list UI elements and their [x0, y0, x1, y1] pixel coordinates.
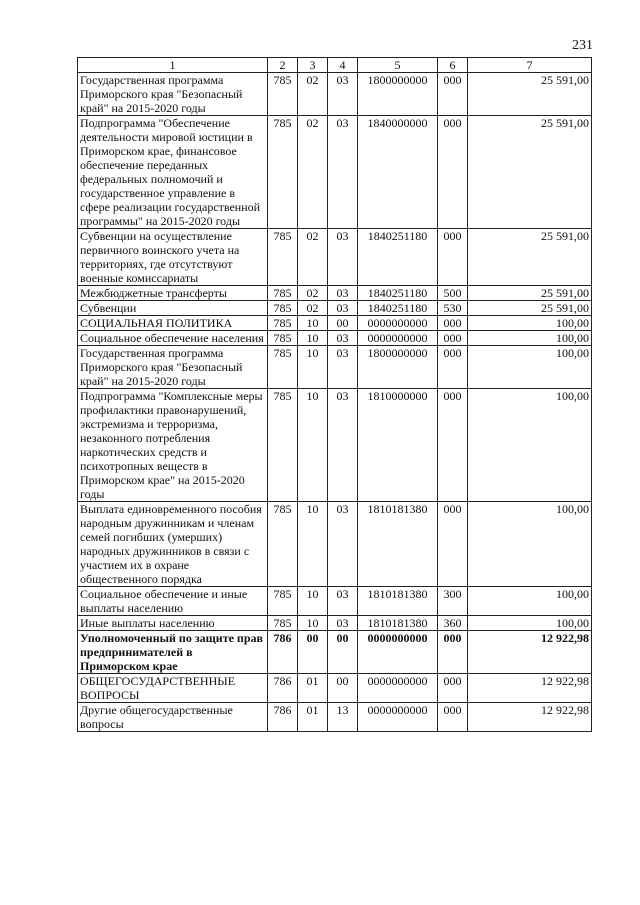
- code-cell: 00: [328, 631, 358, 674]
- header-cell: 6: [438, 58, 468, 73]
- amount-cell: 100,00: [468, 502, 592, 587]
- name-cell: Другие общегосударственные вопросы: [78, 703, 268, 732]
- code-cell: 03: [328, 73, 358, 116]
- code-cell: 03: [328, 229, 358, 286]
- amount-cell: 25 591,00: [468, 286, 592, 301]
- code-cell: 000: [438, 703, 468, 732]
- name-cell: Иные выплаты населению: [78, 616, 268, 631]
- code-cell: 0000000000: [358, 316, 438, 331]
- code-cell: 00: [328, 674, 358, 703]
- table-row: [78, 301, 592, 316]
- table-row: [78, 316, 592, 331]
- code-cell: 10: [298, 346, 328, 389]
- header-cell: 2: [268, 58, 298, 73]
- code-cell: 000: [438, 229, 468, 286]
- name-cell: СОЦИАЛЬНАЯ ПОЛИТИКА: [78, 316, 268, 331]
- code-cell: 10: [298, 331, 328, 346]
- code-cell: 02: [298, 229, 328, 286]
- code-cell: 10: [298, 316, 328, 331]
- code-cell: 000: [438, 502, 468, 587]
- code-cell: 1840000000: [358, 116, 438, 229]
- amount-cell: 12 922,98: [468, 631, 592, 674]
- amount-cell: 25 591,00: [468, 301, 592, 316]
- code-cell: 785: [268, 331, 298, 346]
- code-cell: 13: [328, 703, 358, 732]
- name-cell: ОБЩЕГОСУДАРСТВЕННЫЕ ВОПРОСЫ: [78, 674, 268, 703]
- code-cell: 1810181380: [358, 587, 438, 616]
- code-cell: 02: [298, 73, 328, 116]
- table-row: [78, 631, 592, 674]
- name-cell: Социальное обеспечение и иные выплаты населению: [78, 587, 268, 616]
- header-cell: 5: [358, 58, 438, 73]
- code-cell: 1810000000: [358, 389, 438, 502]
- code-cell: 03: [328, 346, 358, 389]
- code-cell: 03: [328, 389, 358, 502]
- amount-cell: 100,00: [468, 389, 592, 502]
- code-cell: 0000000000: [358, 631, 438, 674]
- table-row: [78, 116, 592, 229]
- code-cell: 03: [328, 286, 358, 301]
- code-cell: 530: [438, 301, 468, 316]
- page-number: 231: [572, 38, 593, 53]
- code-cell: 10: [298, 616, 328, 631]
- code-cell: 10: [298, 587, 328, 616]
- name-cell: Выплата единовременного пособия народным дружинникам и членам семей погибших (умерших) народных дружинников в связи с участием их в охране общественного порядка: [78, 502, 268, 587]
- code-cell: 0000000000: [358, 674, 438, 703]
- amount-cell: 25 591,00: [468, 73, 592, 116]
- table-row: [78, 346, 592, 389]
- table-row: [78, 502, 592, 587]
- code-cell: 000: [438, 346, 468, 389]
- name-cell: Социальное обеспечение населения: [78, 331, 268, 346]
- code-cell: 10: [298, 502, 328, 587]
- code-cell: 1840251180: [358, 301, 438, 316]
- code-cell: 1810181380: [358, 616, 438, 631]
- amount-cell: 12 922,98: [468, 703, 592, 732]
- code-cell: 03: [328, 502, 358, 587]
- code-cell: 000: [438, 674, 468, 703]
- code-cell: 785: [268, 587, 298, 616]
- code-cell: 1810181380: [358, 502, 438, 587]
- table-row: [78, 229, 592, 286]
- code-cell: 786: [268, 703, 298, 732]
- budget-table: [77, 57, 592, 732]
- table-row: [78, 587, 592, 616]
- table-row: [78, 389, 592, 502]
- table-row: [78, 703, 592, 732]
- code-cell: 03: [328, 116, 358, 229]
- code-cell: 0000000000: [358, 331, 438, 346]
- amount-cell: 100,00: [468, 316, 592, 331]
- name-cell: Подпрограмма "Обеспечение деятельности мировой юстиции в Приморском крае, финансовое обеспечение переданных федеральных полномочий и государственное управление в сфере реализации государственной программы" на 2015-2020 годы: [78, 116, 268, 229]
- table-header-row: [78, 58, 592, 73]
- code-cell: 00: [298, 631, 328, 674]
- name-cell: Субвенции на осуществление первичного воинского учета на территориях, где отсутствуют военные комиссариаты: [78, 229, 268, 286]
- name-cell: Уполномоченный по защите прав предпринимателей в Приморском крае: [78, 631, 268, 674]
- header-cell: 1: [78, 58, 268, 73]
- table-row: [78, 616, 592, 631]
- code-cell: 03: [328, 301, 358, 316]
- amount-cell: 100,00: [468, 616, 592, 631]
- code-cell: 786: [268, 631, 298, 674]
- code-cell: 786: [268, 674, 298, 703]
- code-cell: 300: [438, 587, 468, 616]
- amount-cell: 25 591,00: [468, 229, 592, 286]
- name-cell: Государственная программа Приморского края "Безопасный край" на 2015-2020 годы: [78, 73, 268, 116]
- amount-cell: 25 591,00: [468, 116, 592, 229]
- code-cell: 1840251180: [358, 286, 438, 301]
- table-row: [78, 674, 592, 703]
- code-cell: 785: [268, 301, 298, 316]
- code-cell: 1800000000: [358, 346, 438, 389]
- code-cell: 00: [328, 316, 358, 331]
- code-cell: 785: [268, 616, 298, 631]
- code-cell: 500: [438, 286, 468, 301]
- code-cell: 01: [298, 674, 328, 703]
- code-cell: 02: [298, 116, 328, 229]
- code-cell: 01: [298, 703, 328, 732]
- code-cell: 10: [298, 389, 328, 502]
- code-cell: 03: [328, 587, 358, 616]
- name-cell: Субвенции: [78, 301, 268, 316]
- code-cell: 03: [328, 616, 358, 631]
- code-cell: 000: [438, 331, 468, 346]
- table-row: [78, 286, 592, 301]
- code-cell: 785: [268, 229, 298, 286]
- code-cell: 785: [268, 502, 298, 587]
- code-cell: 1800000000: [358, 73, 438, 116]
- header-cell: 7: [468, 58, 592, 73]
- code-cell: 360: [438, 616, 468, 631]
- table-body: [78, 73, 592, 732]
- code-cell: 03: [328, 331, 358, 346]
- name-cell: Межбюджетные трансферты: [78, 286, 268, 301]
- amount-cell: 100,00: [468, 587, 592, 616]
- code-cell: 02: [298, 301, 328, 316]
- amount-cell: 100,00: [468, 346, 592, 389]
- code-cell: 785: [268, 73, 298, 116]
- code-cell: 000: [438, 316, 468, 331]
- code-cell: 0000000000: [358, 703, 438, 732]
- amount-cell: 12 922,98: [468, 674, 592, 703]
- table-row: [78, 73, 592, 116]
- code-cell: 785: [268, 316, 298, 331]
- code-cell: 000: [438, 116, 468, 229]
- name-cell: Государственная программа Приморского края "Безопасный край" на 2015-2020 годы: [78, 346, 268, 389]
- code-cell: 785: [268, 116, 298, 229]
- code-cell: 785: [268, 389, 298, 502]
- header-cell: 3: [298, 58, 328, 73]
- code-cell: 785: [268, 346, 298, 389]
- amount-cell: 100,00: [468, 331, 592, 346]
- code-cell: 000: [438, 631, 468, 674]
- code-cell: 1840251180: [358, 229, 438, 286]
- table-row: [78, 331, 592, 346]
- code-cell: 000: [438, 389, 468, 502]
- code-cell: 02: [298, 286, 328, 301]
- code-cell: 785: [268, 286, 298, 301]
- header-cell: 4: [328, 58, 358, 73]
- name-cell: Подпрограмма "Комплексные меры профилактики правонарушений, экстремизма и терроризма, незаконного потребления наркотических средств и психотропных веществ в Приморском крае" на 2015-2020 годы: [78, 389, 268, 502]
- code-cell: 000: [438, 73, 468, 116]
